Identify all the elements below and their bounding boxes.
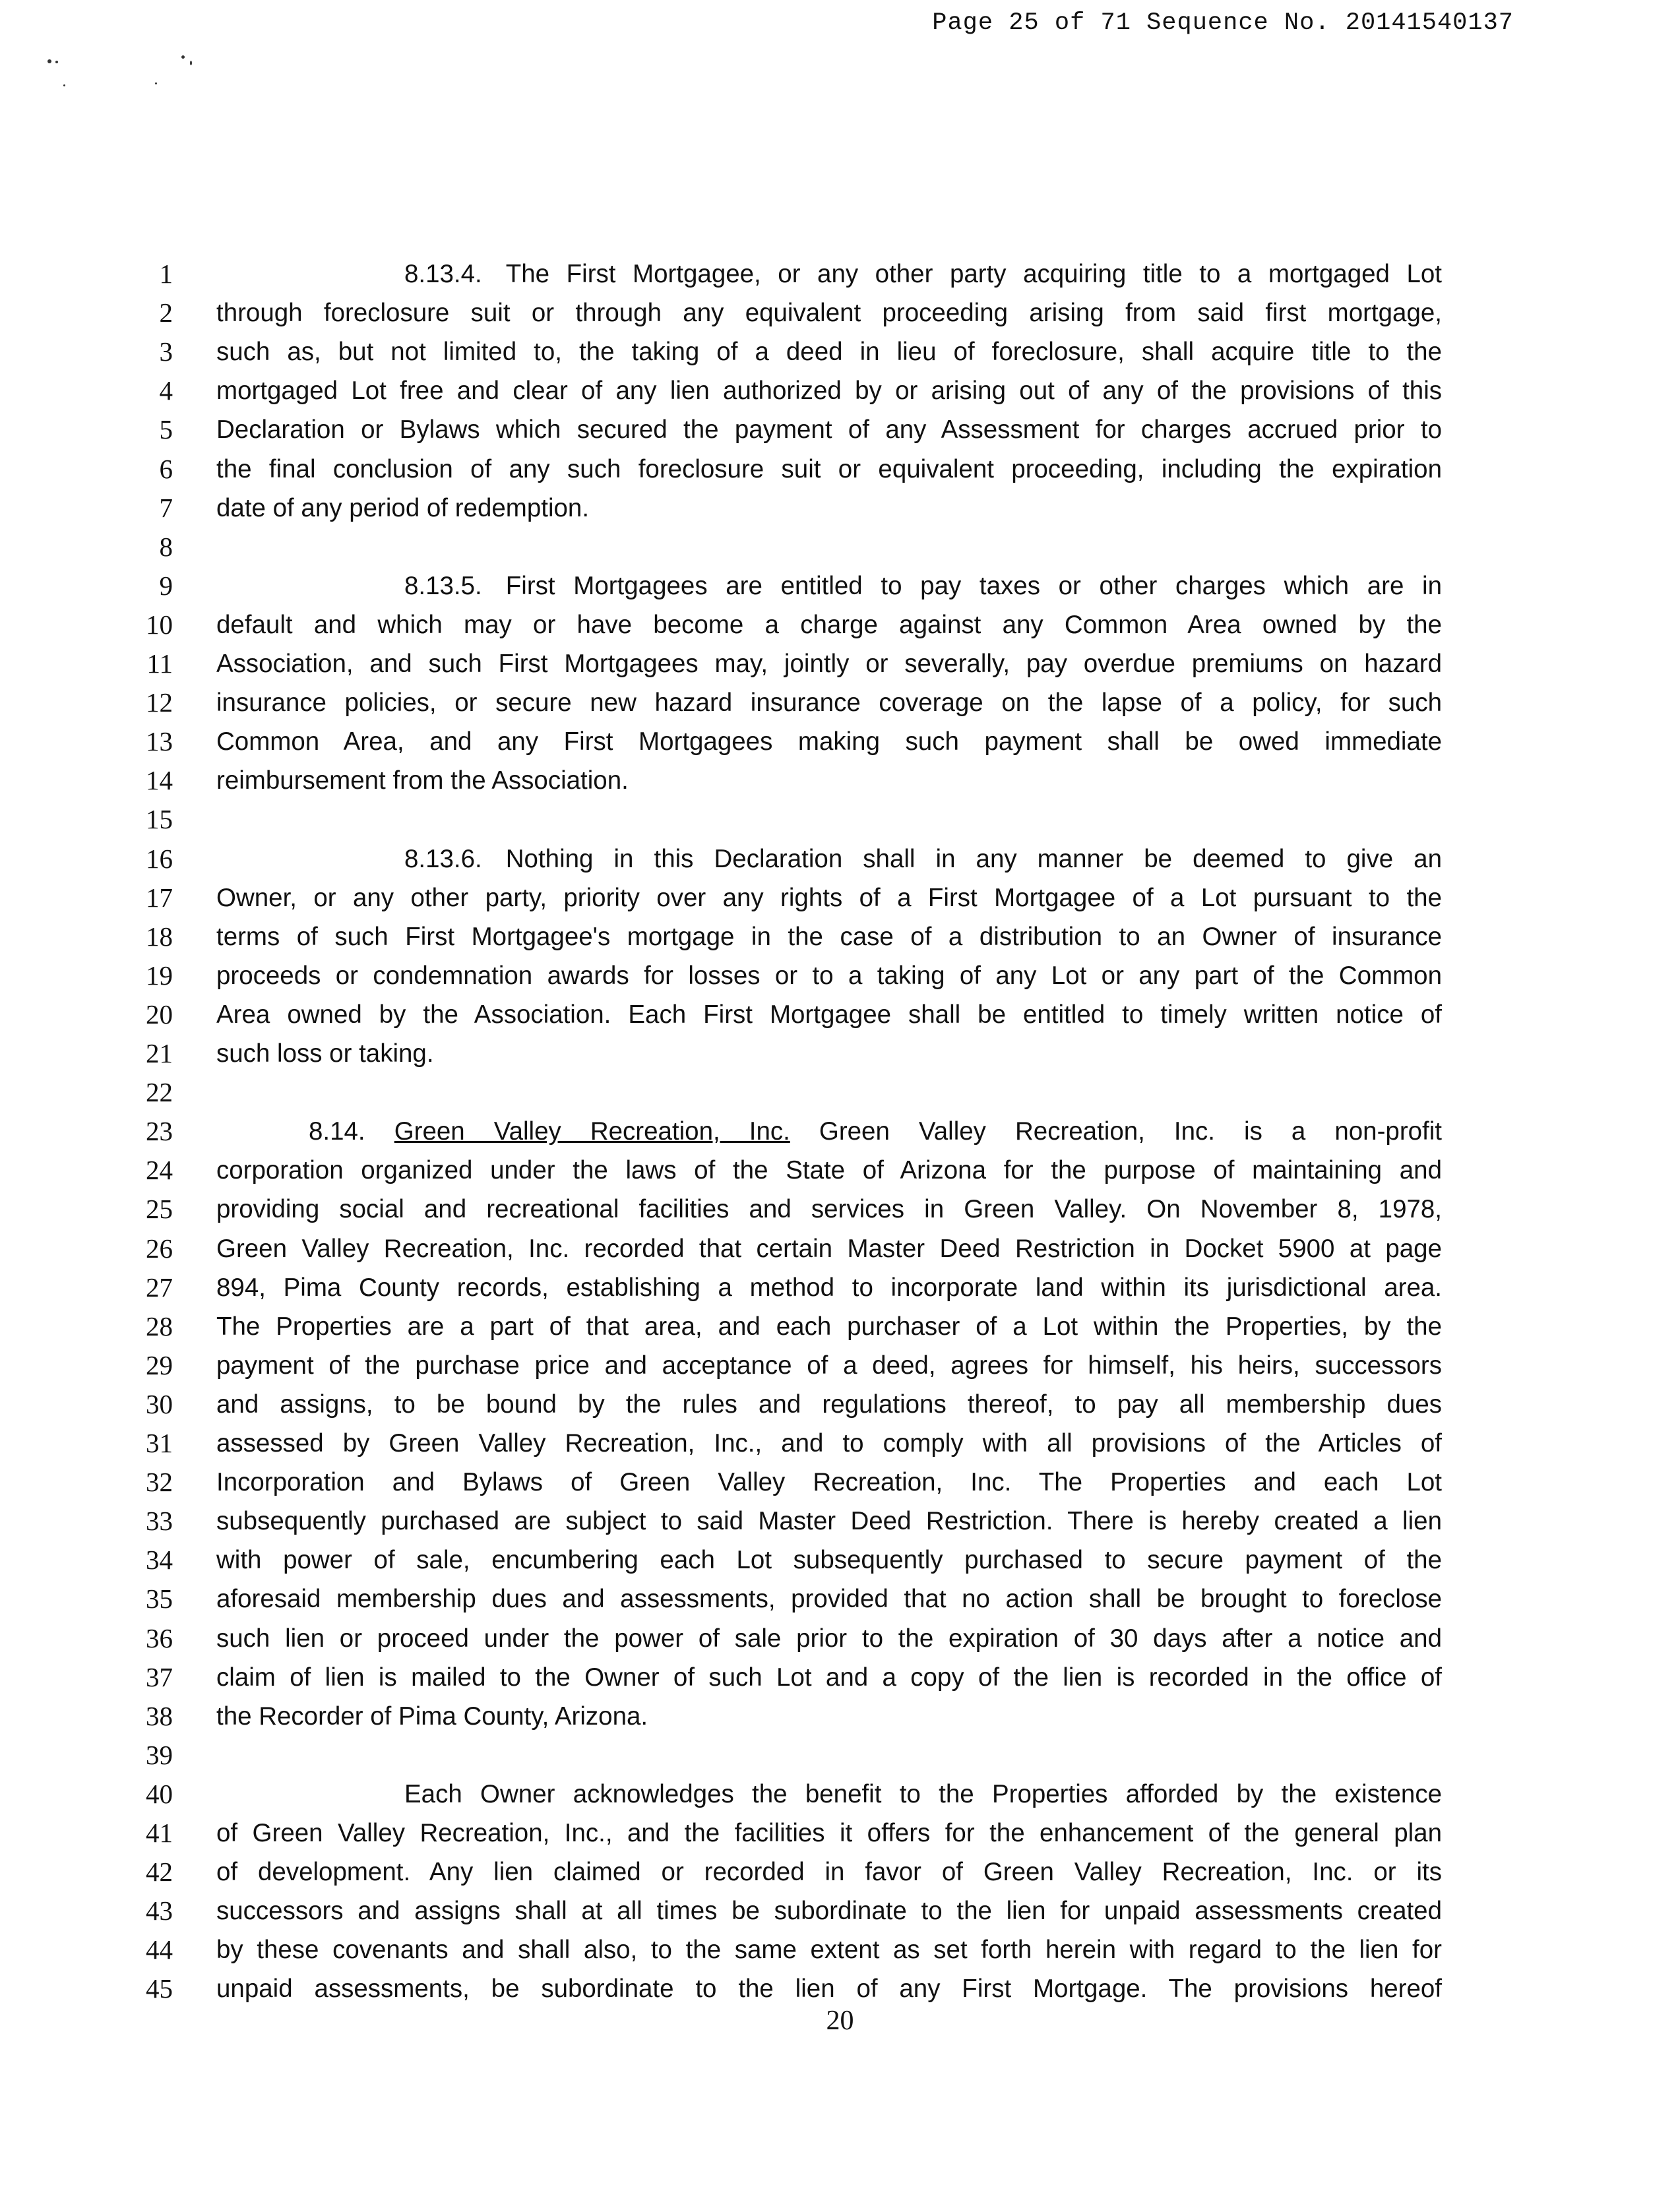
document-line [0, 567, 1680, 605]
line-segment: 8.14. [309, 1117, 365, 1146]
document-line [0, 1541, 1680, 1580]
line-number: 12 [146, 687, 173, 718]
line-text: corporation organized under the laws of the State of Arizona for the purpose of maintaining and [216, 1156, 1442, 1185]
line-text: Green Valley Recreation, Inc. recorded that certain Master Deed Restriction in Docket 5900 at page [216, 1234, 1442, 1263]
line-number: 26 [146, 1233, 173, 1264]
document-line [0, 1736, 1680, 1775]
document-line [0, 528, 1680, 567]
document-line [0, 761, 1680, 800]
line-number: 16 [146, 843, 173, 874]
line-text: proceeds or condemnation awards for losses or to a taking of any Lot or any part of the Common [216, 961, 1442, 990]
document-line [0, 1268, 1680, 1307]
line-text: Common Area, and any First Mortgagees making such payment shall be owed immediate [216, 727, 1442, 756]
line-number: 19 [146, 960, 173, 991]
line-segment [365, 1117, 394, 1146]
line-number: 2 [159, 297, 173, 328]
line-number: 10 [146, 609, 173, 640]
line-number: 40 [146, 1778, 173, 1809]
line-text: the final conclusion of any such foreclosure suit or equivalent proceeding, including the expiration [216, 454, 1442, 483]
line-text: the Recorder of Pima County, Arizona. [216, 1702, 648, 1731]
document-line [0, 1151, 1680, 1190]
line-segment: 8.13.4. [404, 260, 482, 288]
document-line [0, 878, 1680, 917]
line-number: 15 [146, 804, 173, 835]
document-line [0, 1229, 1680, 1268]
line-number: 4 [159, 375, 173, 406]
line-number: 11 [146, 648, 173, 679]
line-text: Area owned by the Association. Each First Mortgagee shall be entitled to timely written notice of [216, 1000, 1442, 1029]
document-line [0, 956, 1680, 995]
line-number: 28 [146, 1310, 173, 1341]
line-text: claim of lien is mailed to the Owner of such Lot and a copy of the lien is recorded in the office of [216, 1663, 1442, 1692]
line-text: and assigns, to be bound by the rules and regulations thereof, to pay all membership dues [216, 1390, 1442, 1419]
document-line [0, 722, 1680, 761]
line-number: 31 [146, 1428, 173, 1458]
line-text: 894, Pima County records, establishing a method to incorporate land within its jurisdictional area. [216, 1273, 1442, 1302]
line-text: with power of sale, encumbering each Lot subsequently purchased to secure payment of the [216, 1546, 1442, 1575]
line-number: 13 [146, 726, 173, 757]
section-heading: Green Valley Recreation, Inc. [394, 1117, 790, 1146]
line-text: Incorporation and Bylaws of Green Valley Recreation, Inc. The Properties and each Lot [216, 1468, 1442, 1497]
line-number: 27 [146, 1272, 173, 1303]
line-number: 29 [146, 1349, 173, 1380]
line-number: 22 [146, 1077, 173, 1108]
line-number: 25 [146, 1194, 173, 1225]
document-line [0, 410, 1680, 449]
document-line [0, 1502, 1680, 1541]
line-number: 42 [146, 1857, 173, 1888]
line-text [216, 567, 1442, 605]
document-line [0, 1697, 1680, 1736]
line-number: 41 [146, 1818, 173, 1848]
line-text: by these covenants and shall also, to the same extent as set forth herein with regard to the lien for [216, 1936, 1442, 1965]
document-line [0, 489, 1680, 528]
document-line [0, 1190, 1680, 1229]
line-text [216, 1112, 1442, 1151]
line-text [216, 840, 1442, 878]
document-line [0, 800, 1680, 839]
page-number: 20 [826, 2006, 854, 2036]
line-text: such loss or taking. [216, 1039, 434, 1068]
document-line [0, 1424, 1680, 1463]
line-number: 35 [146, 1583, 173, 1614]
line-segment: Nothing in this Declaration shall in any manner be deemed to give an [505, 844, 1442, 873]
document-line [0, 1658, 1680, 1697]
line-segment: Green Valley Recreation, Inc. is a non-profit [790, 1117, 1442, 1146]
line-text: default and which may or have become a charge against any Common Area owned by the [216, 610, 1442, 639]
line-number: 32 [146, 1467, 173, 1498]
line-number: 18 [146, 921, 173, 952]
line-text: assessed by Green Valley Recreation, Inc., and to comply with all provisions of the Articles of [216, 1429, 1442, 1458]
document-line [0, 917, 1680, 956]
line-segment: First Mortgagees are entitled to pay taxes or other charges which are in [505, 571, 1442, 600]
document-line [0, 1307, 1680, 1346]
scan-specks [40, 46, 211, 106]
line-number: 20 [146, 998, 173, 1029]
line-text: aforesaid membership dues and assessments, provided that no action shall be brought to foreclose [216, 1585, 1442, 1614]
document-line [0, 371, 1680, 410]
document-line [0, 840, 1680, 878]
document-line [0, 1930, 1680, 1969]
line-text: of Green Valley Recreation, Inc., and the facilities it offers for the enhancement of the general plan [216, 1819, 1442, 1847]
line-segment: The First Mortgagee, or any other party acquiring title to a mortgaged Lot [505, 260, 1442, 288]
document-line [0, 1619, 1680, 1658]
line-number: 8 [159, 531, 173, 562]
line-segment: 8.13.6. [404, 844, 482, 873]
document-line [0, 995, 1680, 1034]
line-number: 24 [146, 1155, 173, 1186]
line-number: 14 [146, 765, 173, 796]
line-number: 21 [146, 1038, 173, 1068]
line-text: terms of such First Mortgagee's mortgage in the case of a distribution to an Owner of insurance [216, 922, 1442, 951]
document-line [0, 644, 1680, 683]
document-line [0, 1775, 1680, 1814]
document-line [0, 1891, 1680, 1930]
document-line [0, 1814, 1680, 1853]
line-number: 7 [159, 492, 173, 523]
line-text: providing social and recreational facilities and services in Green Valley. On November 8, 1978, [216, 1195, 1442, 1224]
line-number: 45 [146, 1973, 173, 2004]
line-text: Owner, or any other party, priority over any rights of a First Mortgagee of a Lot pursuant to the [216, 883, 1442, 912]
document-line [0, 1385, 1680, 1424]
line-text: Each Owner acknowledges the benefit to the Properties afforded by the existence [404, 1779, 1442, 1808]
document-line [0, 1112, 1680, 1151]
line-number: 44 [146, 1934, 173, 1965]
line-number: 43 [146, 1895, 173, 1926]
page-header: Page 25 of 71 Sequence No. 20141540137 [932, 9, 1514, 37]
line-text: unpaid assessments, be subordinate to the lien of any First Mortgage. The provisions hereof [216, 1975, 1442, 2004]
document-line [0, 1346, 1680, 1385]
line-segment: 8.13.5. [404, 571, 482, 600]
line-number: 38 [146, 1700, 173, 1731]
line-text: reimbursement from the Association. [216, 766, 629, 795]
line-number: 23 [146, 1116, 173, 1147]
document-line [0, 450, 1680, 489]
document-line [0, 683, 1680, 722]
line-text: payment of the purchase price and acceptance of a deed, agrees for himself, his heirs, successors [216, 1351, 1442, 1380]
document-line [0, 293, 1680, 332]
line-text: mortgaged Lot free and clear of any lien authorized by or arising out of any of the provisions of this [216, 377, 1442, 406]
line-number: 33 [146, 1506, 173, 1537]
document-line [0, 1073, 1680, 1112]
document-line [0, 1853, 1680, 1891]
line-number: 5 [159, 414, 173, 445]
line-text: The Properties are a part of that area, and each purchaser of a Lot within the Properties, by the [216, 1312, 1442, 1341]
line-number: 36 [146, 1622, 173, 1653]
line-text: date of any period of redemption. [216, 493, 590, 522]
document-line [0, 605, 1680, 644]
line-text: Association, and such First Mortgagees may, jointly or severally, pay overdue premiums on hazard [216, 650, 1442, 678]
line-text: of development. Any lien claimed or recorded in favor of Green Valley Recreation, Inc. or its [216, 1858, 1442, 1887]
line-text: insurance policies, or secure new hazard insurance coverage on the lapse of a policy, for such [216, 689, 1442, 718]
line-text [216, 255, 1442, 293]
line-number: 34 [146, 1545, 173, 1576]
line-number: 30 [146, 1388, 173, 1419]
line-number: 37 [146, 1661, 173, 1692]
document-line [0, 1580, 1680, 1618]
line-text: subsequently purchased are subject to said Master Deed Restriction. There is hereby created a lien [216, 1507, 1442, 1536]
document-line [0, 1463, 1680, 1502]
line-number: 1 [159, 259, 173, 289]
document-line [0, 255, 1680, 293]
document-line [0, 1969, 1680, 2008]
line-number: 39 [146, 1739, 173, 1770]
line-number: 3 [159, 336, 173, 367]
line-number: 17 [146, 882, 173, 913]
line-number: 6 [159, 453, 173, 484]
line-text: such as, but not limited to, the taking of a deed in lieu of foreclosure, shall acquire title to the [216, 338, 1442, 367]
line-text: Declaration or Bylaws which secured the payment of any Assessment for charges accrued prior to [216, 415, 1442, 445]
line-number: 9 [159, 570, 173, 601]
document-line [0, 1034, 1680, 1073]
line-text: successors and assigns shall at all times be subordinate to the lien for unpaid assessments created [216, 1897, 1442, 1926]
line-text: through foreclosure suit or through any equivalent proceeding arising from said first mortgage, [216, 299, 1442, 328]
line-text: such lien or proceed under the power of sale prior to the expiration of 30 days after a notice and [216, 1624, 1442, 1653]
document-line [0, 332, 1680, 371]
